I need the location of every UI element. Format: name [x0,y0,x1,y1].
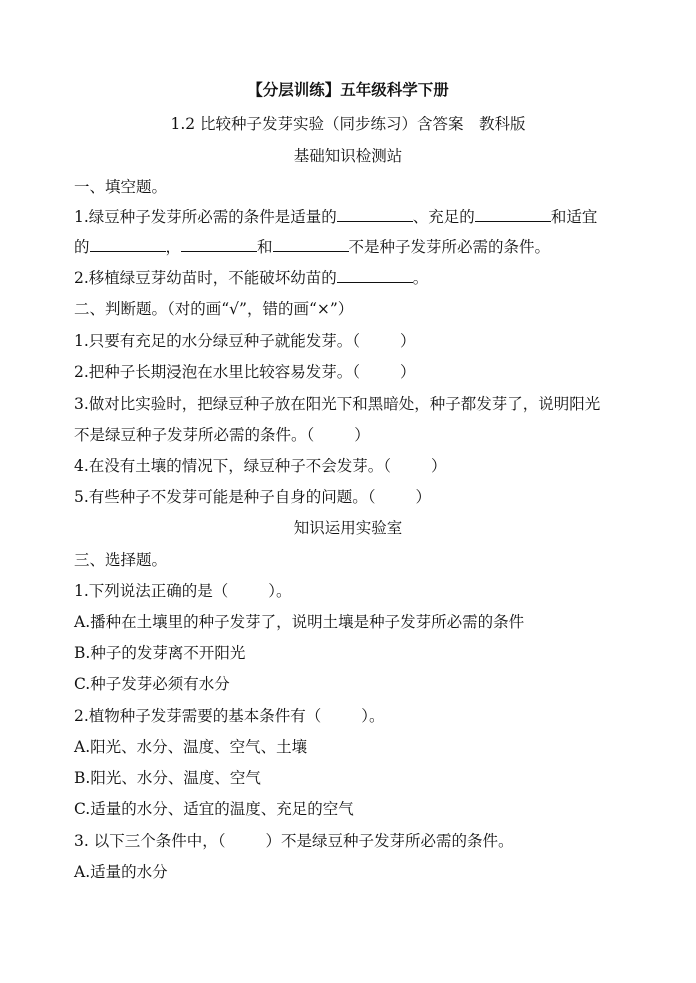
choice-option-2b: B.阳光、水分、温度、空气 [74,769,261,787]
close-paren: ） [431,457,447,475]
answer-blank[interactable] [337,207,413,222]
section-heading-applied: 知识运用实验室 [293,519,403,537]
choice-option-1c: C.种子发芽必须有水分 [74,675,230,693]
judge-question-4 [74,455,622,477]
question-text: 2.移植绿豆芽幼苗时，不能破坏幼苗的 [74,269,337,287]
fill-blank-question-1-line-2 [74,236,622,258]
answer-blank[interactable] [337,268,413,283]
close-paren: ） [415,488,432,506]
choice-option-3a: A.适量的水分 [74,863,168,881]
page-subtitle: 1.2 比较种子发芽实验（同步练习）含答案 教科版 [170,115,526,133]
question-text: 1.绿豆种子发芽所必需的条件是适量的 [74,208,337,226]
question-text: 5.有些种子不发芽可能是种子自身的问题。（ [74,488,376,506]
choice-heading: 三、选择题。 [74,551,168,569]
question-text: 1.下列说法正确的是（ [74,582,229,600]
question-text: 4.在没有土壤的情况下，绿豆种子不会发芽。（ [74,457,392,475]
question-text: 2.把种子长期浸泡在水里比较容易发芽。（ [74,363,361,381]
question-text: 3. 以下三个条件中，（ [74,832,226,850]
choice-option-2c: C.适量的水分、适宜的温度、充足的空气 [74,800,354,818]
close-paren: ） [400,363,416,381]
close-paren: ） [354,426,370,444]
question-text: 的 [74,238,90,256]
question-text: 1.只要有充足的水分绿豆种子就能发芽。（ [74,332,361,350]
judge-heading: 二、判断题。（对的画“√”，错的画“×”） [74,300,354,318]
judge-question-1 [74,330,622,352]
question-text: 和适宜 [550,208,598,226]
judge-question-5 [74,486,622,508]
question-text: 。 [412,269,429,287]
judge-question-3: 3.做对比实验时，把绿豆种子放在阳光下和黑暗处，种子都发芽了，说明阳光 [74,395,601,413]
choice-option-1a: A.播种在土壤里的种子发芽了，说明土壤是种子发芽所必需的条件 [74,613,525,631]
question-text: 2.植物种子发芽需要的基本条件有（ [74,707,322,725]
answer-blank[interactable] [475,207,551,222]
choice-question-2 [74,705,622,727]
judge-question-2 [74,361,622,383]
question-end: ）。 [268,582,292,600]
judge-question-3-line-2 [74,424,622,446]
fill-blank-question-1 [74,206,622,228]
choice-question-3 [74,830,622,852]
answer-blank[interactable] [90,237,166,252]
question-text: ， [165,238,182,256]
question-text: 不是种子发芽所必需的条件。 [348,238,551,256]
close-paren: ） [400,332,416,350]
question-end: ）。 [361,707,385,725]
section-heading-basic: 基础知识检测站 [293,147,403,165]
question-text: 、充足的 [412,208,475,226]
question-text: 和 [257,238,273,256]
choice-option-1b: B.种子的发芽离不开阳光 [74,644,246,662]
choice-question-1 [74,580,622,602]
answer-blank[interactable] [181,237,257,252]
answer-blank[interactable] [273,237,349,252]
question-end: ）不是绿豆种子发芽所必需的条件。 [265,832,514,850]
page-title: 【分层训练】五年级科学下册 [247,80,449,99]
choice-option-2a: A.阳光、水分、温度、空气、土壤 [74,738,308,756]
fill-blank-heading: 一、填空题。 [74,178,168,196]
question-text: 不是绿豆种子发芽所必需的条件。（ [74,426,315,444]
fill-blank-question-2 [74,267,622,289]
